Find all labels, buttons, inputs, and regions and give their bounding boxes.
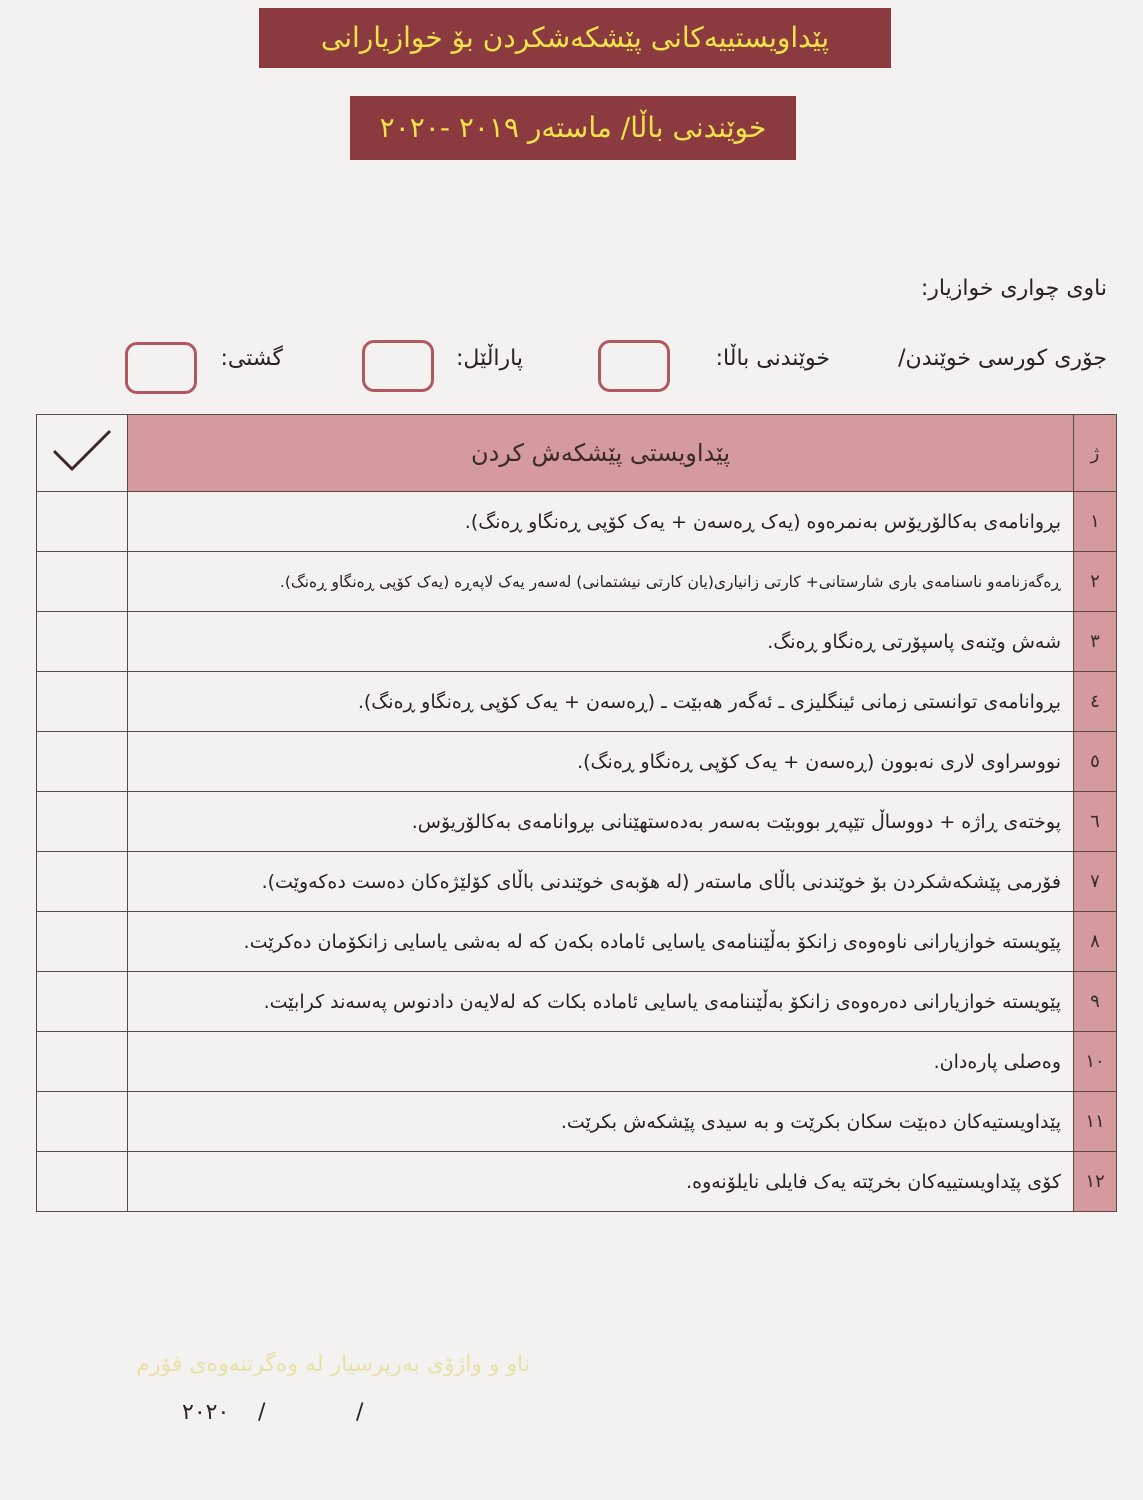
row-check-cell[interactable] bbox=[37, 1092, 128, 1152]
row-requirement: نووسراوی لاری نەبوون (ڕەسەن + یەک کۆپی ڕەنگاو ڕەنگ). bbox=[128, 732, 1074, 792]
row-requirement: پێداویستیەکان دەبێت سکان بکرێت و بە سیدی پێشکەش بکرێت. bbox=[128, 1092, 1074, 1152]
row-check-cell[interactable] bbox=[37, 1152, 128, 1212]
row-check-cell[interactable] bbox=[37, 672, 128, 732]
table-row bbox=[37, 1092, 1117, 1152]
page-subtitle: خوێندنی باڵا/ ماستەر ٢٠١٩ -٢٠٢٠ bbox=[350, 96, 796, 160]
row-requirement: وەصلی پارەدان. bbox=[128, 1032, 1074, 1092]
row-number: ٥ bbox=[1074, 732, 1117, 792]
row-number: ١١ bbox=[1074, 1092, 1117, 1152]
table-row bbox=[37, 792, 1117, 852]
table-row bbox=[37, 612, 1117, 672]
requirements-table bbox=[36, 414, 1117, 1212]
row-number: ٤ bbox=[1074, 672, 1117, 732]
date-year: ٢٠٢٠ bbox=[182, 1400, 230, 1425]
header-requirement: پێداویستی پێشکەش کردن bbox=[128, 415, 1074, 492]
table-row bbox=[37, 732, 1117, 792]
row-requirement: شەش وێنەی پاسپۆرتی ڕەنگاو ڕەنگ. bbox=[128, 612, 1074, 672]
applicant-name-label: ناوی چواری خوازیار: bbox=[920, 276, 1107, 301]
row-number: ٧ bbox=[1074, 852, 1117, 912]
row-requirement: پێویستە خوازیارانی دەرەوەی زانکۆ بەڵێننامەی یاسایی ئامادە بکات کە لەلایەن دادنوس پەسەند کرابێت. bbox=[128, 972, 1074, 1032]
row-number: ٨ bbox=[1074, 912, 1117, 972]
table-row bbox=[37, 972, 1117, 1032]
table-row bbox=[37, 912, 1117, 972]
row-requirement: پوختەی ڕاژە + دووساڵ تێپەڕ بووبێت بەسەر بەدەستهێنانی بڕوانامەی بەکالۆریۆس. bbox=[128, 792, 1074, 852]
row-number: ١٢ bbox=[1074, 1152, 1117, 1212]
row-check-cell[interactable] bbox=[37, 972, 128, 1032]
row-number: ١ bbox=[1074, 492, 1117, 552]
row-check-cell[interactable] bbox=[37, 792, 128, 852]
checkbox-parallel[interactable] bbox=[362, 340, 434, 392]
table-header-row bbox=[37, 415, 1117, 492]
checkmark-icon bbox=[50, 425, 114, 475]
table-row bbox=[37, 852, 1117, 912]
table-row bbox=[37, 1032, 1117, 1092]
row-check-cell[interactable] bbox=[37, 912, 128, 972]
row-check-cell[interactable] bbox=[37, 732, 128, 792]
signature-label: ناو و واژۆی بەرپرسیار لە وەگرتنەوەی فۆرم bbox=[136, 1352, 530, 1377]
study-type-label: جۆری کورسی خوێندن/ bbox=[898, 346, 1107, 371]
row-number: ٣ bbox=[1074, 612, 1117, 672]
table-row bbox=[37, 552, 1117, 612]
option-label-general: گشتی: bbox=[220, 346, 283, 371]
row-requirement: ڕەگەزنامەو ناسنامەی باری شارستانی+ کارتی زانیاری(یان کارتی نیشتمانی) لەسەر یەک لاپەڕە (یەک کۆپی ڕەنگاو ڕەنگ). bbox=[128, 552, 1074, 612]
row-number: ٩ bbox=[1074, 972, 1117, 1032]
header-check bbox=[37, 415, 128, 492]
row-requirement: کۆی پێداویستییەکان بخرێتە یەک فایلی نایلۆنەوە. bbox=[128, 1152, 1074, 1212]
row-check-cell[interactable] bbox=[37, 1032, 128, 1092]
row-check-cell[interactable] bbox=[37, 612, 128, 672]
table-row bbox=[37, 672, 1117, 732]
row-check-cell[interactable] bbox=[37, 492, 128, 552]
page-title: پێداویستییەکانی پێشکەشکردن بۆ خوازیارانی bbox=[259, 8, 891, 68]
row-requirement: پێویستە خوازیارانی ناوەوەی زانکۆ بەڵێننامەی یاسایی ئامادە بکەن کە لە بەشی یاسایی زانکۆمان دەکرێت. bbox=[128, 912, 1074, 972]
date-slash: / bbox=[356, 1400, 364, 1425]
checkbox-general[interactable] bbox=[125, 342, 197, 394]
row-number: ١٠ bbox=[1074, 1032, 1117, 1092]
row-requirement: بڕوانامەی توانستی زمانی ئینگلیزی ـ ئەگەر هەبێت ـ (ڕەسەن + یەک کۆپی ڕەنگاو ڕەنگ). bbox=[128, 672, 1074, 732]
date-slash: / bbox=[258, 1400, 266, 1425]
row-check-cell[interactable] bbox=[37, 552, 128, 612]
row-check-cell[interactable] bbox=[37, 852, 128, 912]
table-row bbox=[37, 492, 1117, 552]
option-label-higher-study: خوێندنی باڵا: bbox=[715, 346, 830, 371]
table-row bbox=[37, 1152, 1117, 1212]
row-number: ٦ bbox=[1074, 792, 1117, 852]
row-requirement: بڕوانامەی بەکالۆریۆس بەنمرەوە (یەک ڕەسەن + یەک کۆپی ڕەنگاو ڕەنگ). bbox=[128, 492, 1074, 552]
checkbox-higher-study[interactable] bbox=[598, 340, 670, 392]
header-number: ژ bbox=[1074, 415, 1117, 492]
row-number: ٢ bbox=[1074, 552, 1117, 612]
option-label-parallel: پاراڵێل: bbox=[456, 346, 523, 371]
row-requirement: فۆرمی پێشکەشکردن بۆ خوێندنی باڵای ماستەر (لە هۆبەی خوێندنی باڵای کۆلێژەکان دەست دەکەوێت). bbox=[128, 852, 1074, 912]
